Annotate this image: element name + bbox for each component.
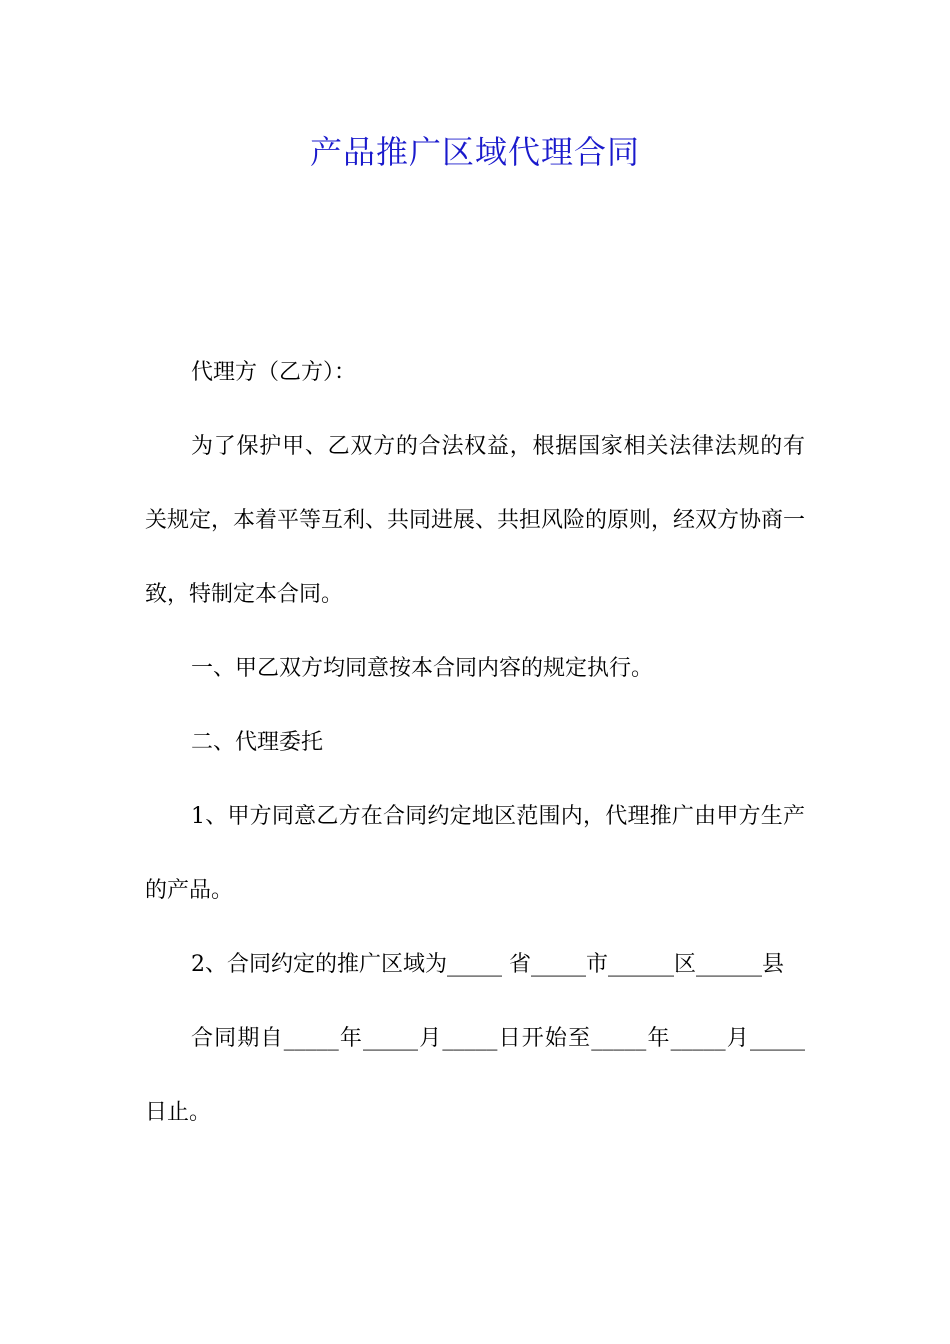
- paragraph-agent-party: 代理方（乙方）：: [191, 360, 357, 385]
- paragraph-preamble: 为了保护甲、乙双方的合法权益，根据国家相关法律法规的有关规定，本着平等互利、共同进展、共担风险的原则，经双方协商一致，特制定本合同。: [145, 434, 806, 607]
- paragraph-clause-2-1: 1、甲方同意乙方在合同约定地区范围内，代理推广由甲方生产的产品。: [145, 804, 805, 903]
- paragraph-clause-1: 一、甲乙双方均同意按本合同内容的规定执行。: [191, 656, 654, 681]
- paragraph-clause-2-2: 2、合同约定的推广区域为_____ 省_____市______区______县: [191, 952, 784, 977]
- paragraph-contract-period: 合同期自_____年_____月_____日开始至_____年_____月_____日止。: [145, 1026, 805, 1125]
- document-body: [145, 336, 805, 1150]
- document-title: 产品推广区域代理合同: [309, 133, 640, 171]
- paragraph-clause-2-heading: 二、代理委托: [191, 730, 324, 755]
